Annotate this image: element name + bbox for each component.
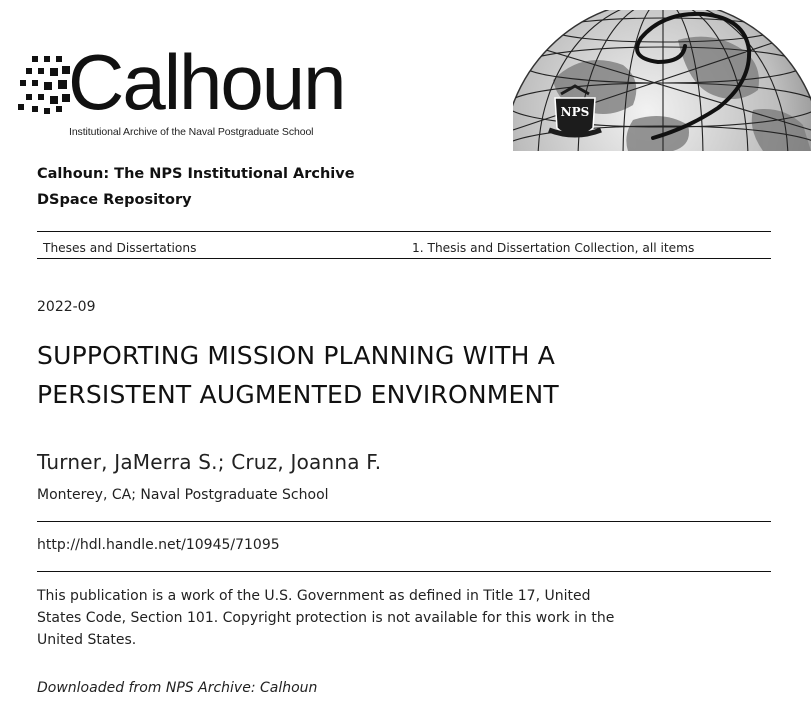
logo-wordmark: Calhoun: [68, 38, 345, 126]
svg-text:NPS: NPS: [560, 105, 590, 119]
document-title: [37, 336, 777, 414]
download-source-note: Downloaded from NPS Archive: Calhoun: [37, 680, 318, 696]
repository-name: DSpace Repository: [37, 192, 192, 208]
copyright-notice: [37, 585, 677, 651]
publication-date: 2022-09: [37, 299, 96, 315]
divider: [37, 521, 771, 522]
calhoun-logo: [18, 38, 345, 150]
archive-name: Calhoun: The NPS Institutional Archive: [37, 166, 355, 182]
title-line-2: PERSISTENT AUGMENTED ENVIRONMENT: [37, 380, 559, 409]
logo-subtitle: Institutional Archive of the Naval Postgraduate School: [69, 126, 314, 138]
divider: [37, 258, 771, 259]
publisher-location: Monterey, CA; Naval Postgraduate School: [37, 487, 329, 503]
notice-line-1: This publication is a work of the U.S. Government as defined in Title 17, United: [37, 588, 591, 604]
breadcrumb-subcollection[interactable]: 1. Thesis and Dissertation Collection, all items: [412, 241, 695, 255]
breadcrumb-collection[interactable]: Theses and Dissertations: [43, 241, 197, 255]
divider: [37, 231, 771, 232]
authors: Turner, JaMerra S.; Cruz, Joanna F.: [37, 450, 382, 474]
notice-line-2: States Code, Section 101. Copyright protection is not available for this work in the: [37, 610, 615, 626]
divider: [37, 571, 771, 572]
pixel-mark-icon: [18, 40, 70, 120]
globe-graphic: [513, 10, 811, 151]
handle-link[interactable]: http://hdl.handle.net/10945/71095: [37, 537, 280, 553]
notice-line-3: United States.: [37, 632, 137, 648]
globe-icon: [513, 10, 811, 151]
title-line-1: SUPPORTING MISSION PLANNING WITH A: [37, 341, 556, 370]
